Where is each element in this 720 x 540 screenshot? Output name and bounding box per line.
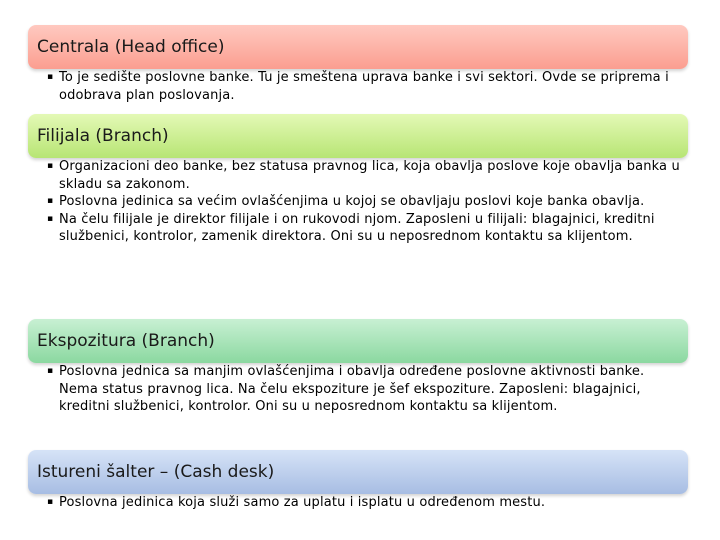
section-header-branch bbox=[28, 114, 688, 158]
bullet-text: Poslovna jednica sa manjim ovlašćenjima i obavlja određene poslovne aktivnosti banke. Nema status pravnog lica. Na čelu ekspoziture je šef ekspoziture. Zaposleni: blagajnici, kreditni službenici, kontrolor. Oni su u neposrednom kontaktu sa klijentom. bbox=[59, 364, 645, 414]
list-item bbox=[47, 494, 687, 512]
bullet-text: Poslovna jedinica sa većim ovlašćenjima u kojoj se obavljaju poslovi koje banka obavlja. bbox=[59, 194, 645, 209]
bullet-icon: ▪ bbox=[47, 161, 54, 171]
section-body-cash-desk bbox=[47, 494, 687, 512]
bullet-text: Na čelu filijale je direktor filijale i on rukovodi njom. Zaposleni u filijali: blagajnici, kreditni službenici, kontrolor, zamenik direktora. Oni su u neposrednom kontaktu sa klijentom. bbox=[59, 211, 655, 244]
bullet-icon: ▪ bbox=[47, 366, 54, 376]
section-header-head-office bbox=[28, 25, 688, 69]
list-item bbox=[47, 158, 687, 193]
list-item bbox=[47, 69, 687, 104]
bullet-text: Poslovna jedinica koja služi samo za uplatu i isplatu u određenom mestu. bbox=[59, 495, 546, 510]
bullet-icon: ▪ bbox=[47, 213, 54, 224]
bullet-icon: ▪ bbox=[47, 497, 54, 507]
section-title: Filijala (Branch) bbox=[37, 126, 169, 146]
bullet-text: To je sedište poslovne banke. Tu je smeštena uprava banke i svi sektori. Ovde se priprema i odobrava plan poslovanja. bbox=[59, 70, 669, 103]
list-item bbox=[47, 363, 687, 416]
list-item bbox=[47, 193, 687, 211]
list-item bbox=[47, 211, 687, 246]
section-title: Istureni šalter – (Cash desk) bbox=[37, 462, 275, 482]
section-title: Centrala (Head office) bbox=[37, 37, 225, 57]
bullet-icon: ▪ bbox=[47, 196, 54, 206]
bullet-text: Organizacioni deo banke, bez statusa pravnog lica, koja obavlja poslove koje obavlja banka u skladu sa zakonom. bbox=[59, 159, 680, 192]
section-body-head-office bbox=[47, 69, 687, 104]
section-header-cash-desk bbox=[28, 450, 688, 494]
section-header-ekspozitura bbox=[28, 319, 688, 363]
section-body-branch bbox=[47, 158, 687, 246]
section-title: Ekspozitura (Branch) bbox=[37, 331, 215, 351]
section-body-ekspozitura bbox=[47, 363, 687, 416]
bullet-icon: ▪ bbox=[47, 72, 54, 82]
